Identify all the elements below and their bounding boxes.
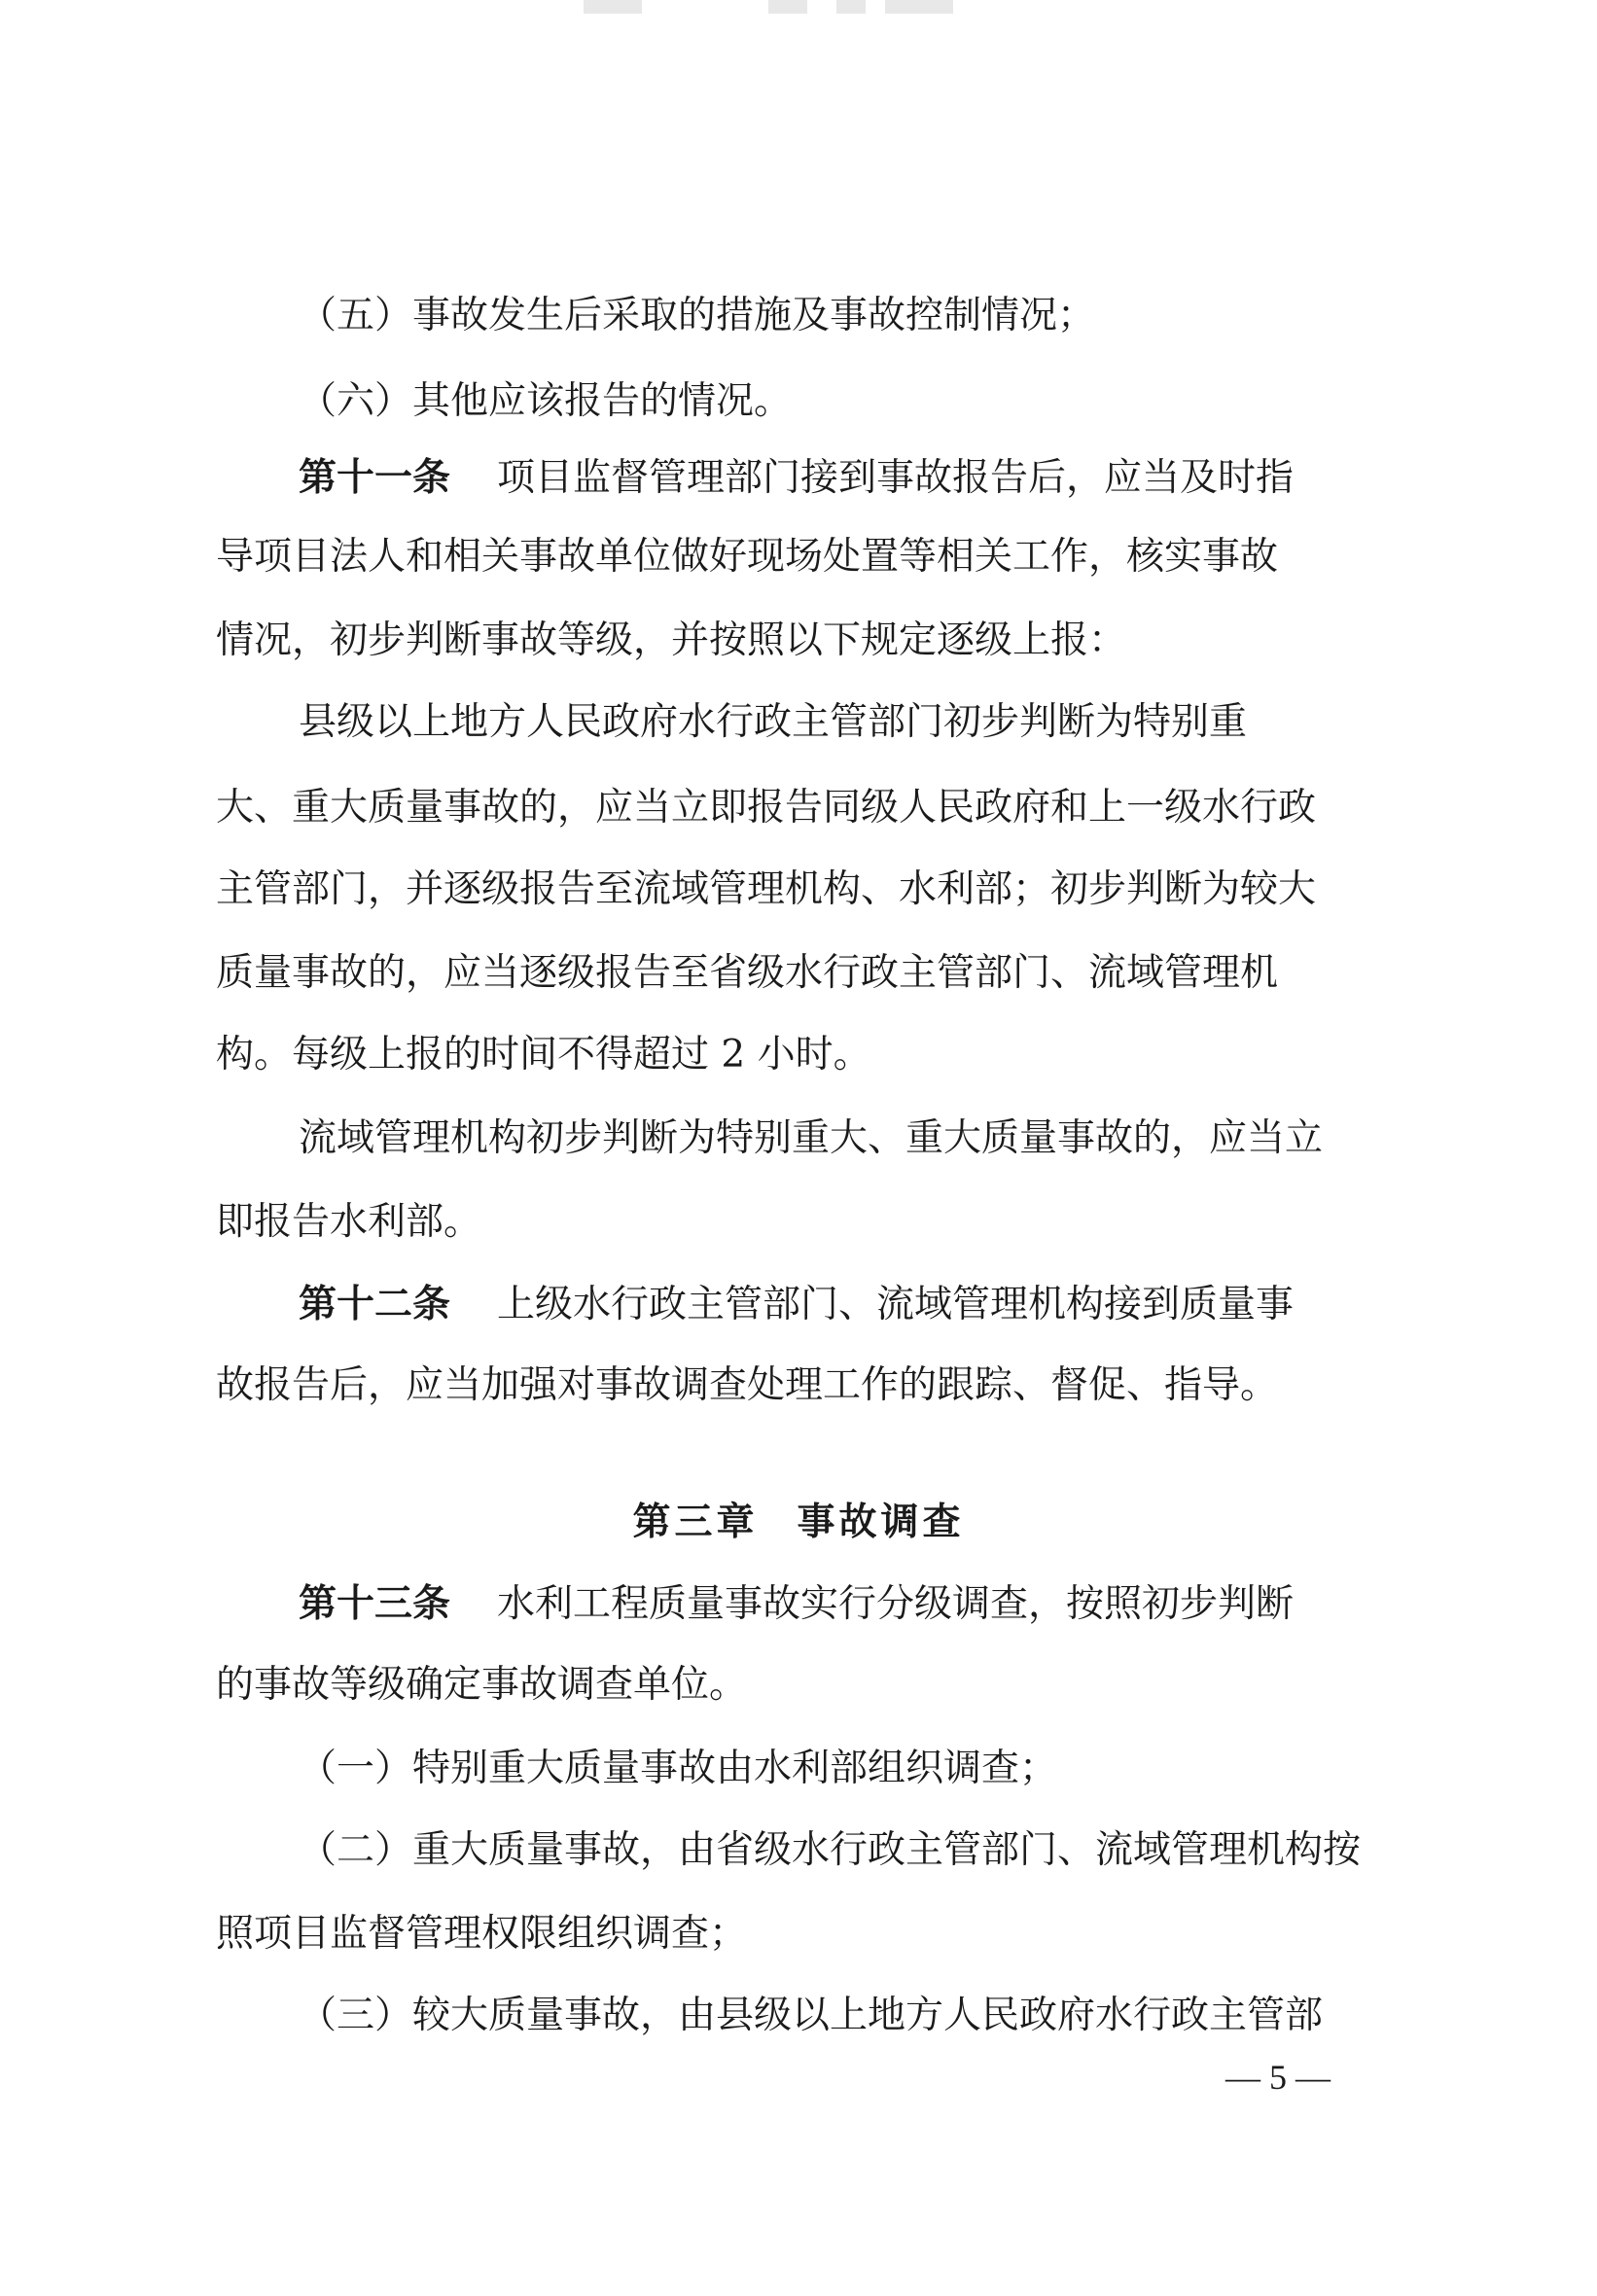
article-label: 第十三条 (299, 1581, 451, 1626)
scan-artifact (768, 0, 807, 14)
scan-artifact (885, 0, 953, 14)
paragraph-line: 县级以上地方人民政府水行政主管部门初步判断为特别重 (299, 700, 1248, 744)
paragraph-text: 项目监督管理部门接到事故报告后，应当及时指 (497, 456, 1295, 500)
article-11-line (0, 453, 1597, 502)
article-13-line (0, 1579, 1597, 1628)
paragraph-line: （一）特别重大质量事故由水利部组织调查； (299, 1747, 1058, 1790)
chapter-heading (0, 1498, 1597, 1546)
page-number: — 5 — (1225, 2058, 1331, 2097)
paragraph-line: 构。每级上报的时间不得超过 2 小时。 (216, 1033, 871, 1077)
paragraph-line: （二）重大质量事故，由省级水行政主管部门、流域管理机构按 (299, 1828, 1362, 1872)
paragraph-line: 大、重大质量事故的，应当立即报告同级人民政府和上一级水行政 (216, 786, 1317, 830)
chapter-number: 第三章 (632, 1500, 759, 1544)
paragraph-line: 导项目法人和相关事故单位做好现场处置等相关工作，核实事故 (216, 535, 1279, 579)
paragraph-line: （三）较大质量事故，由县级以上地方人民政府水行政主管部 (299, 1994, 1324, 2037)
article-label: 第十二条 (299, 1282, 451, 1326)
article-12-line (0, 1280, 1597, 1328)
paragraph-line: 照项目监督管理权限组织调查； (216, 1912, 748, 1956)
paragraph-line: 主管部门，并逐级报告至流域管理机构、水利部；初步判断为较大 (216, 867, 1317, 911)
scan-artifact (584, 0, 642, 14)
paragraph-line: 情况，初步判断事故等级，并按照以下规定逐级上报： (216, 618, 1127, 662)
paragraph-line: 质量事故的，应当逐级报告至省级水行政主管部门、流域管理机 (216, 951, 1279, 995)
paragraph-text: 上级水行政主管部门、流域管理机构接到质量事 (497, 1283, 1295, 1326)
paragraph-line: （六）其他应该报告的情况。 (299, 379, 793, 423)
article-label: 第十一条 (299, 455, 451, 500)
paragraph-line: 故报告后，应当加强对事故调查处理工作的跟踪、督促、指导。 (216, 1363, 1279, 1407)
paragraph-line: 即报告水利部。 (216, 1200, 482, 1244)
paragraph-line: 的事故等级确定事故调查单位。 (216, 1663, 748, 1707)
paragraph-text: 水利工程质量事故实行分级调查，按照初步判断 (497, 1582, 1295, 1626)
chapter-title: 事故调查 (797, 1500, 965, 1544)
paragraph-line: （五）事故发生后采取的措施及事故控制情况； (299, 294, 1096, 337)
paragraph-line: 流域管理机构初步判断为特别重大、重大质量事故的，应当立 (299, 1116, 1324, 1160)
scan-artifact (836, 0, 866, 14)
